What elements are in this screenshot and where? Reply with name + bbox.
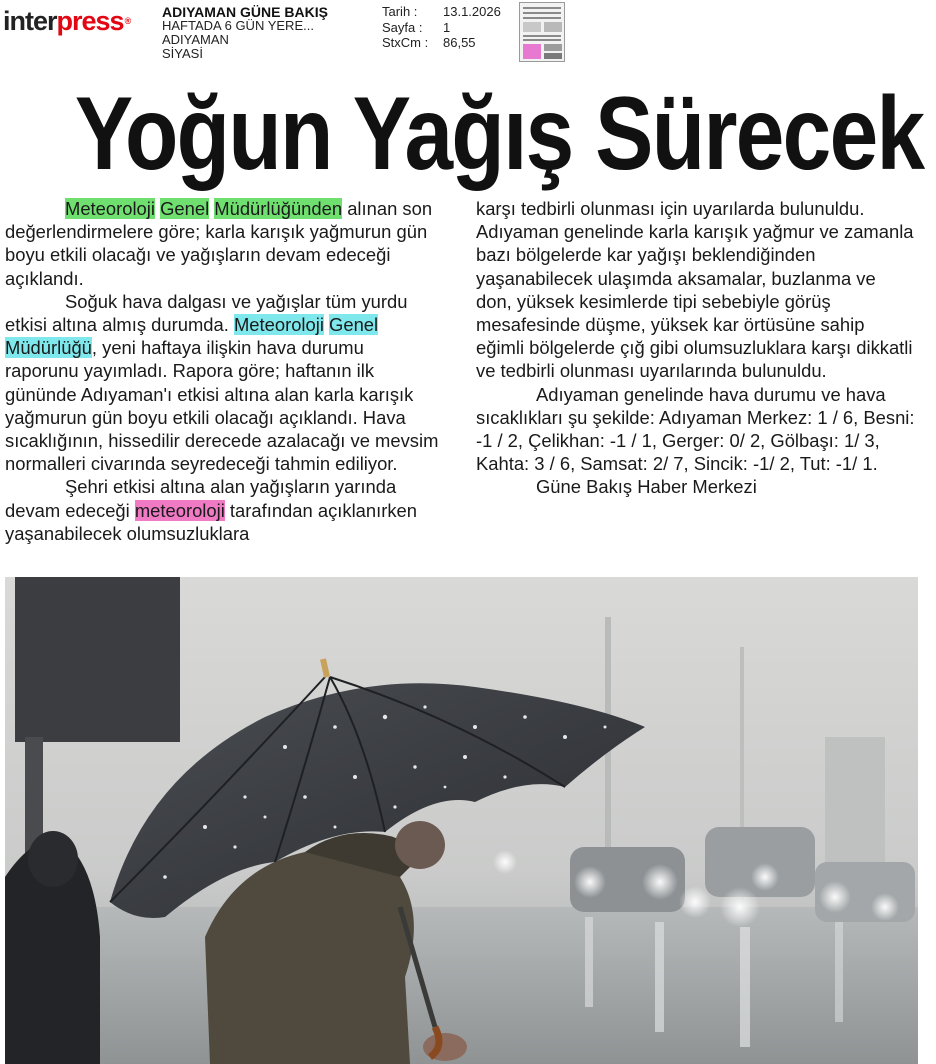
publication-name: ADIYAMAN GÜNE BAKIŞ xyxy=(162,4,328,20)
paragraph xyxy=(5,197,439,290)
paragraph-text: Soğuk hava dalgası ve yağışlar tüm yurdu etkisi altına almış durumda. xyxy=(5,290,408,336)
paragraph: karşı tedbirli olunması için uyarılarda bulunuldu. Adıyaman genelinde karla karışık yağmur ve zamanla bazı bölgelerde kar yağışı beklendiğinden yaşanabilecek ulaşımda aksamalar, buzlanma ve don, yüksek kesimlerde tipi sebebiyle görüş mesafesinde düşme, yüksek kar örtüsüne sahip eğimli bölgelerde çığ gibi olumsuzluklara karşı dikkatli ve tedbirli olunması uyarılarında bulunuldu. xyxy=(476,198,914,382)
meta-page-label: Sayfa : xyxy=(382,19,423,35)
logo-accent: press xyxy=(56,6,124,36)
paragraph-text: tarafından açıklanırken yaşanabilecek olumsuzluklara xyxy=(5,499,417,544)
meta-stxcm-value: 86,55 xyxy=(443,35,476,50)
paragraph xyxy=(5,475,439,545)
article-column-2 xyxy=(476,197,916,499)
meta-stxcm-label: StxCm : xyxy=(382,35,429,50)
paragraph-text: alınan son değerlendirmelere göre; karla karışık yağmurun gün boyu etkili olacağı ve yağışların devam edeceği açıklandı. xyxy=(5,198,433,289)
highlight-term: meteoroloji xyxy=(134,499,225,521)
paragraph xyxy=(5,290,439,476)
highlight-term: Müdürlüğü xyxy=(5,337,92,359)
highlight-term: Genel xyxy=(160,198,210,219)
page-thumbnail[interactable] xyxy=(519,2,565,62)
article-photo xyxy=(5,577,918,1064)
paragraph: Adıyaman genelinde hava durumu ve hava sıcaklıkları şu şekilde: Adıyaman Merkez: 1 / 6, Besni: -1 / 2, Çelikhan: -1 / 1, Gerger: 0/ 2, Gölbaşı: 1/ 3, Kahta: 3 / 6, Samsat: 2/ 7, Sincik: -1/ 2, Tut: -1/ 1. xyxy=(476,383,915,475)
byline: Güne Bakış Haber Merkezi xyxy=(536,476,757,498)
highlight-term: Genel xyxy=(329,314,379,336)
clipping-meta xyxy=(382,4,501,51)
interpress-logo xyxy=(3,6,130,36)
publication-category: SİYASİ xyxy=(162,46,203,61)
meta-date-value: 13.1.2026 xyxy=(443,4,501,19)
paragraph-text: Şehri etkisi altına alan yağışların yarında devam edeceği xyxy=(5,476,397,521)
publication-city: ADIYAMAN xyxy=(162,32,229,47)
headline: Yoğun Yağış Sürecek xyxy=(74,76,924,192)
meta-page-row xyxy=(382,20,501,36)
logo-main: inter xyxy=(3,6,57,36)
meta-page-value: 1 xyxy=(443,19,451,35)
highlight-term: Müdürlüğünden xyxy=(214,198,343,219)
highlight-term: Meteoroloji xyxy=(233,314,324,336)
meta-date-row xyxy=(382,4,501,20)
meta-date-label: Tarih : xyxy=(382,4,418,19)
article-column-1 xyxy=(5,197,439,545)
publication-info xyxy=(162,5,328,61)
umbrella-photo-illustration xyxy=(5,577,918,1064)
paragraph-text: , yeni haftaya ilişkin hava durumu raporunu yayımladı. Rapora göre; haftanın ilk gününde Adıyaman'ı etkisi altına alan karla karışık yağmurun gün boyu etkili olacağı açıklandı. Hava sıcaklığının, hissedilir derecede azalacağı ve mevsim normalleri civarında seyredeceği tahmin ediliyor. xyxy=(5,337,439,475)
meta-stxcm-row xyxy=(382,35,501,51)
publication-frequency: HAFTADA 6 GÜN YERE... xyxy=(162,18,314,33)
logo-registered-mark: ® xyxy=(124,16,131,26)
highlight-term: Meteoroloji xyxy=(65,198,155,219)
